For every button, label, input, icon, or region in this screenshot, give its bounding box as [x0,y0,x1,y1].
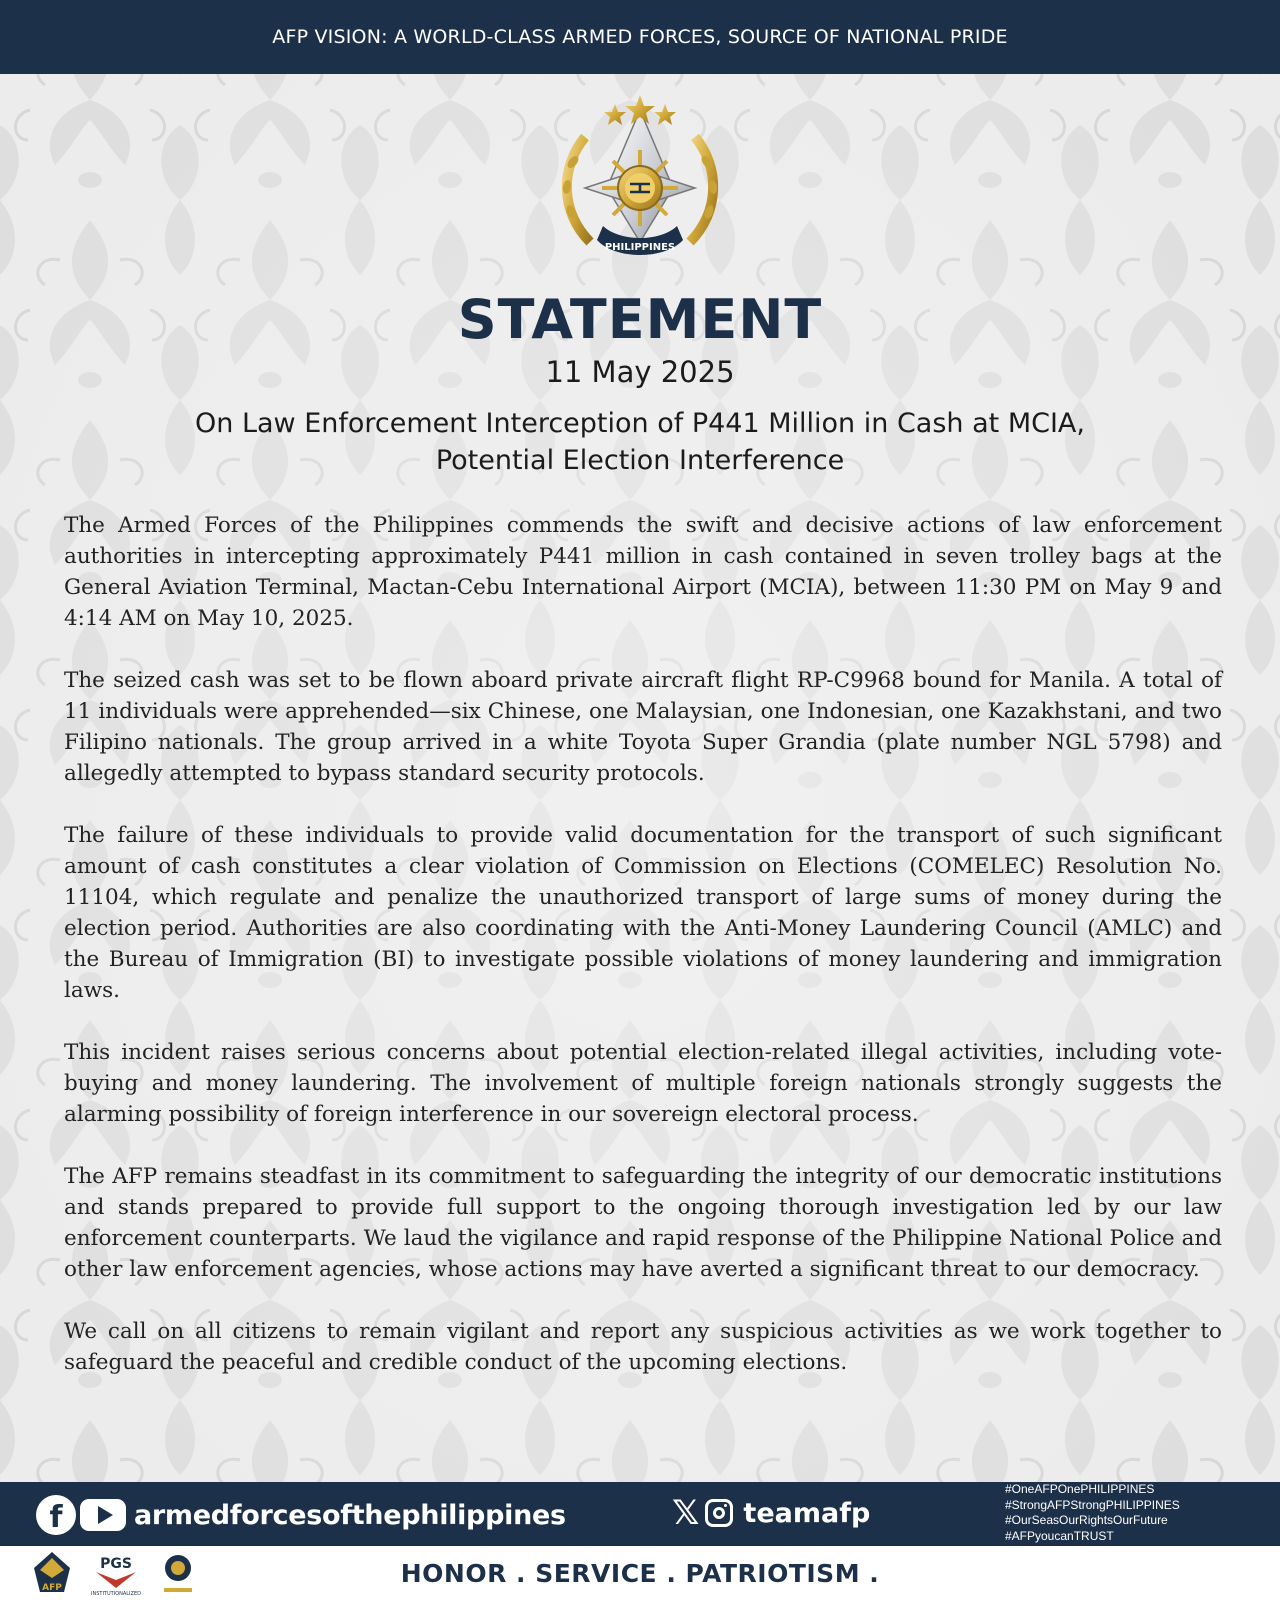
motto-strip [0,1546,1280,1600]
paragraph-4: This incident raises serious concerns about potential election-related illegal activities, including vote-buying and money laundering. The involvement of multiple foreign nationals strongly suggests the alarming possibility of foreign interference in our sovereign electoral process. [64,1040,1222,1127]
statement-date: 11 May 2025 [545,355,735,389]
vision-banner-text: AFP VISION: A WORLD-CLASS ARMED FORCES, SOURCE OF NATIONAL PRIDE [272,26,1008,48]
social-footer-bar [0,1482,1280,1546]
afp-emblem-icon [555,92,725,270]
vision-banner [0,0,1280,74]
paragraph-3: The failure of these individuals to provide valid documentation for the transport of such significant amount of cash constitutes a clear violation of Commission on Elections (COMELEC) Resolution No. 11104, which regulate and penalize the unauthorized transport of large sums of money during the election period. Authorities are also coordinating with the Anti-Money Laundering Council (AMLC) and the Bureau of Immigration (BI) to investigate possible violations of money laundering and immigration laws. [64,823,1222,1003]
statement-body [64,510,1222,1409]
x-icon[interactable]: 𝕏 [672,1493,700,1533]
subtitle-line-1: On Law Enforcement Interception of P441 Million in Cash at MCIA, [195,408,1085,439]
social-handle-teamafp[interactable]: teamafp [743,1497,871,1529]
paragraph-2: The seized cash was set to be flown aboard private aircraft flight RP-C9968 bound for Manila. A total of 11 individuals were apprehended—six Chinese, one Malaysian, one Indonesian, one Kazakhstani, and two Filipino nationals. The group arrived in a white Toyota Super Grandia (plate number NGL 5798) and allegedly attempted to bypass standard security protocols. [64,668,1222,786]
paragraph-6: We call on all citizens to remain vigilant and report any suspicious activities as we work together to safeguard the peaceful and credible conduct of the upcoming elections. [64,1319,1222,1375]
social-left-group [36,1495,566,1535]
instagram-icon[interactable] [705,1499,733,1527]
facebook-icon[interactable]: f [36,1495,76,1535]
hashtag[interactable]: #StrongAFPStrongPHILIPPINES [1005,1497,1180,1512]
youtube-icon[interactable] [80,1499,126,1531]
subtitle-line-2: Potential Election Interference [435,445,845,476]
hashtag[interactable]: #AFPyoucanTRUST [1005,1528,1114,1543]
svg-text:PGS: PGS [100,1556,132,1572]
hashtag-list [1005,1482,1180,1544]
statement-subtitle [0,405,1280,479]
hashtag[interactable]: #OurSeasOurRightsOurFuture [1005,1513,1168,1527]
social-handle-armedforces[interactable]: armedforcesofthephilippines [134,1499,566,1531]
hashtag[interactable]: #OneAFPOnePHILIPPINES [1005,1482,1155,1496]
social-mid-group [672,1493,871,1533]
paragraph-1: The Armed Forces of the Philippines commends the swift and decisive actions of law enforcement authorities in intercepting approximately P441 million in cash contained in seven trolley bags at the General Aviation Terminal, Mactan-Cebu International Airport (MCIA), between 11:30 PM on May 9 and 4:14 AM on May 10, 2025. [64,513,1222,631]
statement-title: STATEMENT [457,288,823,351]
svg-text:AFP: AFP [42,1583,62,1593]
motto-text: HONOR . SERVICE . PATRIOTISM . [400,1559,880,1588]
paragraph-5: The AFP remains steadfast in its commitment to safeguarding the integrity of our democratic institutions and stands prepared to provide full support to the ongoing thorough investigation led by our law enforcement counterparts. We laud the vigilance and rapid response of the Philippine National Police and other law enforcement agencies, whose actions may have averted a significant threat to our democracy. [64,1164,1222,1282]
svg-text:PHILIPPINES: PHILIPPINES [604,242,676,253]
svg-text:INSTITUTIONALIZED: INSTITUTIONALIZED [91,1591,141,1596]
